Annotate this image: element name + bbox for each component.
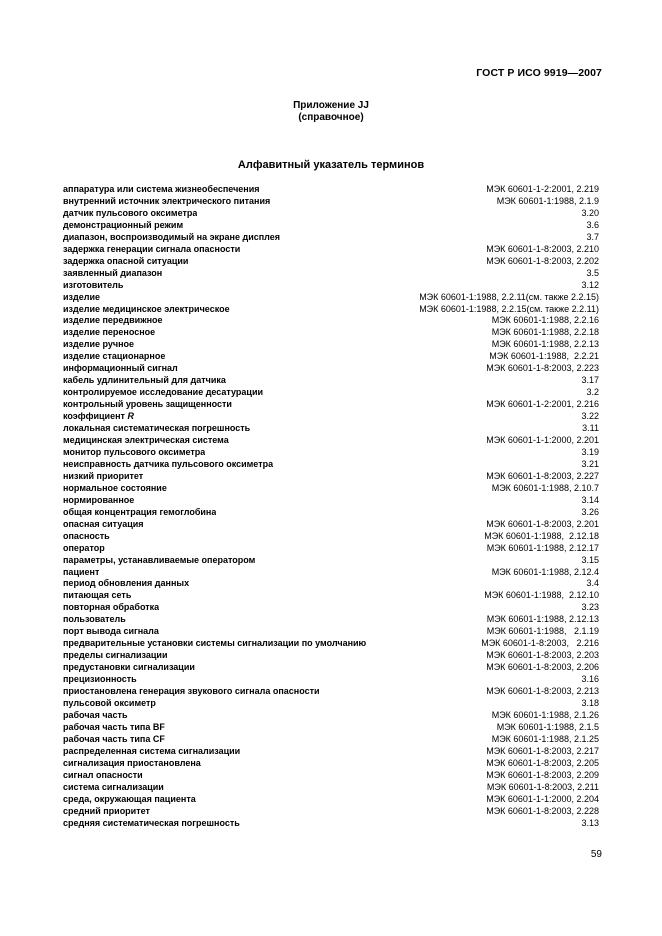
index-reference: МЭК 60601-1:1988, 2.1.5 (496, 721, 599, 732)
index-entry (63, 710, 599, 722)
index-term-text: локальная систематическая погрешность (63, 423, 251, 434)
index-reference: МЭК 60601-1-8:2003, 2.210 (486, 243, 599, 254)
index-term (63, 638, 366, 650)
index-term-text: порт вывода сигнала (63, 626, 159, 637)
index-term (63, 459, 273, 471)
index-term (63, 184, 260, 196)
index-reference: 3.21 (581, 458, 599, 469)
index-term (63, 818, 240, 830)
index-reference: МЭК 60601-1:1988, 2.2.13 (491, 339, 599, 350)
index-term-text: коэффициент (63, 411, 128, 422)
index-term (63, 734, 165, 746)
index-reference: МЭК 60601-1-2:2001, 2.219 (486, 184, 599, 194)
index-entry (63, 375, 599, 387)
index-term-text: монитор пульсового оксиметра (63, 446, 206, 457)
index-term-text: опасная ситуация (63, 518, 144, 529)
index-term-text: повторная обработка (63, 602, 160, 613)
index-reference: 3.22 (581, 411, 599, 422)
index-term-text: датчик пульсового оксиметра (63, 207, 198, 218)
index-entry (63, 567, 599, 579)
index-reference: 3.7 (586, 231, 599, 242)
index-entry (63, 614, 599, 626)
index-entry (63, 327, 599, 339)
index-term-text: приостановлена генерация звукового сигнала опасности (63, 686, 320, 697)
index-reference: МЭК 60601-1-8:2003, 2.223 (486, 363, 599, 374)
index-term-text: прецизионность (63, 674, 137, 685)
index-entry (63, 782, 599, 794)
index-entry (63, 256, 599, 268)
index-entry (63, 292, 599, 304)
index-reference: МЭК 60601-1-8:2003, 2.205 (486, 757, 599, 768)
index-term-text: изделие ручное (63, 339, 135, 350)
index-term-text: информационный сигнал (63, 363, 178, 374)
index-entry (63, 650, 599, 662)
index-entry (63, 387, 599, 399)
index-reference: 3.5 (586, 267, 599, 278)
index-term (63, 435, 229, 447)
index-term (63, 590, 131, 602)
index-entry (63, 507, 599, 519)
index-term-text: неисправность датчика пульсового оксиметра (63, 458, 274, 469)
index-reference: МЭК 60601-1:1988, 2.1.19 (486, 626, 599, 637)
annex-subtitle: (справочное) (298, 112, 364, 123)
index-term (63, 304, 230, 316)
index-entry (63, 232, 599, 244)
index-reference: 3.4 (586, 578, 599, 589)
index-entry (63, 818, 599, 830)
index-reference: 3.12 (581, 279, 599, 290)
index-term (63, 363, 178, 375)
index-reference: 3.14 (581, 494, 599, 505)
index-entry (63, 674, 599, 686)
index-reference: МЭК 60601-1:1988, 2.2.11(см. также 2.2.15) (419, 291, 599, 302)
index-term-text: рабочая часть типа CF (63, 733, 165, 744)
index-term (63, 280, 123, 292)
index-term (63, 614, 126, 626)
index-term (63, 794, 196, 806)
index-term (63, 626, 159, 638)
index-reference: МЭК 60601-1-8:2003, 2.217 (486, 745, 599, 756)
index-term-text: предварительные установки системы сигнализации по умолчанию (63, 638, 367, 649)
page-number: 59 (590, 849, 602, 860)
index-term-text: изделие (63, 291, 100, 302)
index-term (63, 423, 250, 435)
index-term (63, 220, 183, 232)
index-term-text: период обновления данных (63, 578, 190, 589)
index-term-text: диапазон, воспроизводимый на экране дисплея (63, 231, 281, 242)
index-reference: МЭК 60601-1:1988, 2.1.25 (491, 733, 599, 744)
index-term-text: заявленный диапазон (63, 267, 163, 278)
index-term-text: контролируемое исследование десатурации (63, 387, 264, 398)
index-term (63, 758, 201, 770)
index-reference: МЭК 60601-1:1988, 2.12.10 (484, 590, 599, 601)
index-reference: 3.13 (581, 817, 599, 828)
term-index (63, 184, 599, 829)
index-entry (63, 602, 599, 614)
index-reference: 3.17 (581, 375, 599, 386)
index-entry (63, 638, 599, 650)
index-entry (63, 495, 599, 507)
index-entry (63, 471, 599, 483)
index-term (63, 232, 280, 244)
index-entry (63, 447, 599, 459)
index-entry (63, 220, 599, 232)
index-reference: 3.11 (582, 423, 599, 434)
index-term-text: изделие медицинское электрическое (63, 303, 230, 314)
index-entry (63, 543, 599, 555)
index-term (63, 447, 205, 459)
index-entry (63, 519, 599, 531)
index-entry (63, 758, 599, 770)
index-reference: 3.26 (581, 506, 599, 517)
index-term (63, 662, 195, 674)
index-term (63, 555, 255, 567)
index-term (63, 722, 165, 734)
index-term-symbol: R (127, 411, 134, 422)
index-term-text: сигнал опасности (63, 769, 143, 780)
index-term (63, 698, 156, 710)
index-entry (63, 268, 599, 280)
index-entry (63, 662, 599, 674)
index-term (63, 315, 163, 327)
index-reference: 3.16 (581, 674, 599, 685)
index-term-text: задержка генерации сигнала опасности (63, 243, 241, 254)
index-term-text: питающая сеть (63, 590, 132, 601)
index-term-text: кабель удлинительный для датчика (63, 375, 226, 386)
index-term-text: изделие переносное (63, 327, 156, 338)
index-term (63, 674, 137, 686)
index-reference: МЭК 60601-1-8:2003, 2.206 (486, 662, 599, 673)
index-reference: 3.15 (581, 554, 599, 565)
index-reference: 3.23 (581, 602, 599, 613)
index-reference: МЭК 60601-1-8:2003, 2.213 (486, 686, 599, 697)
index-term-text: среда, окружающая пациента (63, 793, 196, 804)
index-term-text: оператор (63, 542, 105, 553)
index-reference: МЭК 60601-1:1988, 2.12.18 (484, 530, 599, 541)
index-entry (63, 770, 599, 782)
index-term (63, 531, 110, 543)
index-term-text: пользователь (63, 614, 126, 625)
index-term-text: демонстрационный режим (63, 219, 184, 230)
index-entry (63, 459, 599, 471)
index-term (63, 507, 216, 519)
document-standard-number: ГОСТ Р ИСО 9919—2007 (476, 67, 602, 79)
index-term (63, 578, 189, 590)
index-term (63, 471, 143, 483)
index-term-text: сигнализация приостановлена (63, 757, 201, 768)
index-reference: МЭК 60601-1-8:2003, 2.216 (481, 638, 599, 649)
index-term (63, 339, 134, 351)
index-reference: МЭК 60601-1-1:2000, 2.204 (486, 793, 599, 804)
index-term (63, 268, 162, 280)
annex-title: Приложение JJ (293, 100, 369, 111)
index-term-text: нормированное (63, 494, 135, 505)
index-reference: МЭК 60601-1-1:2000, 2.201 (486, 435, 599, 446)
index-entry (63, 196, 599, 208)
index-entry (63, 399, 599, 411)
index-term-text: внутренний источник электрического питания (63, 195, 271, 206)
index-term-text: распределенная система сигнализации (63, 745, 241, 756)
index-entry (63, 435, 599, 447)
index-reference: МЭК 60601-1:1988, 2.2.18 (491, 327, 599, 338)
index-term (63, 602, 159, 614)
index-heading: Алфавитный указатель терминов (237, 159, 425, 171)
index-entry (63, 280, 599, 292)
index-term-text: опасность (63, 530, 110, 541)
index-term-text: контрольный уровень защищенности (63, 399, 232, 410)
index-reference: 3.6 (586, 219, 599, 230)
index-reference: МЭК 60601-1:1988, 2.2.21 (489, 351, 599, 362)
index-entry (63, 806, 599, 818)
index-term (63, 519, 144, 531)
index-entry (63, 351, 599, 363)
index-reference: МЭК 60601-1-8:2003, 2.227 (486, 470, 599, 481)
index-term-text: общая концентрация гемоглобина (63, 506, 217, 517)
index-reference: МЭК 60601-1:1988, 2.12.4 (491, 566, 599, 577)
index-term (63, 208, 197, 220)
index-reference: 3.19 (581, 446, 599, 457)
index-term (63, 686, 320, 698)
index-reference: МЭК 60601-1-8:2003, 2.228 (486, 805, 599, 816)
index-term (63, 770, 143, 782)
index-entry (63, 411, 599, 423)
index-reference: МЭК 60601-1-8:2003, 2.209 (486, 769, 599, 780)
index-term-text: медицинская электрическая система (63, 435, 229, 446)
index-term (63, 292, 100, 304)
index-term-text: низкий приоритет (63, 470, 144, 481)
index-term (63, 710, 128, 722)
index-term (63, 387, 263, 399)
index-entry (63, 423, 599, 435)
index-reference: МЭК 60601-1:1988, 2.12.13 (486, 614, 599, 625)
index-term (63, 495, 134, 507)
index-reference: МЭК 60601-1-8:2003, 2.203 (486, 650, 599, 661)
index-reference: 3.20 (581, 207, 599, 218)
index-term-text: изделие передвижное (63, 315, 163, 326)
index-reference: МЭК 60601-1:1988, 2.2.15(см. также 2.2.11) (419, 303, 599, 314)
index-reference: МЭК 60601-1-8:2003, 2.201 (486, 518, 599, 529)
index-entry (63, 363, 599, 375)
index-term (63, 256, 188, 268)
index-term-text: рабочая часть типа BF (63, 721, 165, 732)
index-reference: 3.18 (581, 697, 599, 708)
index-term (63, 782, 164, 794)
index-entry (63, 184, 599, 196)
index-entry (63, 483, 599, 495)
index-term (63, 483, 167, 495)
index-reference: МЭК 60601-1:1988, 2.1.26 (491, 709, 599, 720)
index-term-text: пределы сигнализации (63, 650, 168, 661)
index-entry (63, 339, 599, 351)
index-term-text: аппаратура или система жизнеобеспечения (63, 184, 260, 194)
index-term (63, 399, 232, 411)
index-term (63, 411, 134, 423)
index-term-text: предустановки сигнализации (63, 662, 195, 673)
index-entry (63, 304, 599, 316)
index-term (63, 244, 240, 256)
index-entry (63, 722, 599, 734)
index-reference: МЭК 60601-1:1988, 2.2.16 (491, 315, 599, 326)
index-term-text: задержка опасной ситуации (63, 255, 189, 266)
index-term (63, 327, 155, 339)
index-entry (63, 578, 599, 590)
index-term-text: средний приоритет (63, 805, 150, 816)
index-term (63, 196, 270, 208)
index-entry (63, 686, 599, 698)
index-reference: 3.2 (586, 387, 599, 398)
index-term-text: изделие стационарное (63, 351, 166, 362)
index-entry (63, 698, 599, 710)
index-entry (63, 794, 599, 806)
index-reference: МЭК 60601-1-8:2003, 2.211 (486, 781, 599, 792)
index-term-text: рабочая часть (63, 709, 128, 720)
index-entry (63, 555, 599, 567)
index-entry (63, 315, 599, 327)
index-term-text: изготовитель (63, 279, 124, 290)
index-reference: МЭК 60601-1-2:2001, 2.216 (486, 399, 599, 410)
index-term-text: средняя систематическая погрешность (63, 817, 240, 828)
index-entry (63, 244, 599, 256)
index-term (63, 650, 168, 662)
index-reference: МЭК 60601-1:1988, 2.1.9 (496, 195, 599, 206)
index-term-text: нормальное состояние (63, 482, 167, 493)
index-entry (63, 626, 599, 638)
index-term-text: пульсовой оксиметр (63, 697, 156, 708)
index-reference: МЭК 60601-1:1988, 2.12.17 (486, 542, 599, 553)
index-term (63, 746, 240, 758)
index-term-text: пациент (63, 566, 100, 577)
index-entry (63, 746, 599, 758)
index-term (63, 567, 99, 579)
index-term-text: параметры, устанавливаемые оператором (63, 554, 256, 565)
index-entry (63, 590, 599, 602)
index-reference: МЭК 60601-1-8:2003, 2.202 (486, 255, 599, 266)
index-entry (63, 531, 599, 543)
index-entry (63, 734, 599, 746)
index-term (63, 543, 105, 555)
index-term-text: система сигнализации (63, 781, 164, 792)
index-reference: МЭК 60601-1:1988, 2.10.7 (491, 482, 599, 493)
index-entry (63, 208, 599, 220)
index-term (63, 375, 226, 387)
index-term (63, 806, 150, 818)
index-term (63, 351, 165, 363)
